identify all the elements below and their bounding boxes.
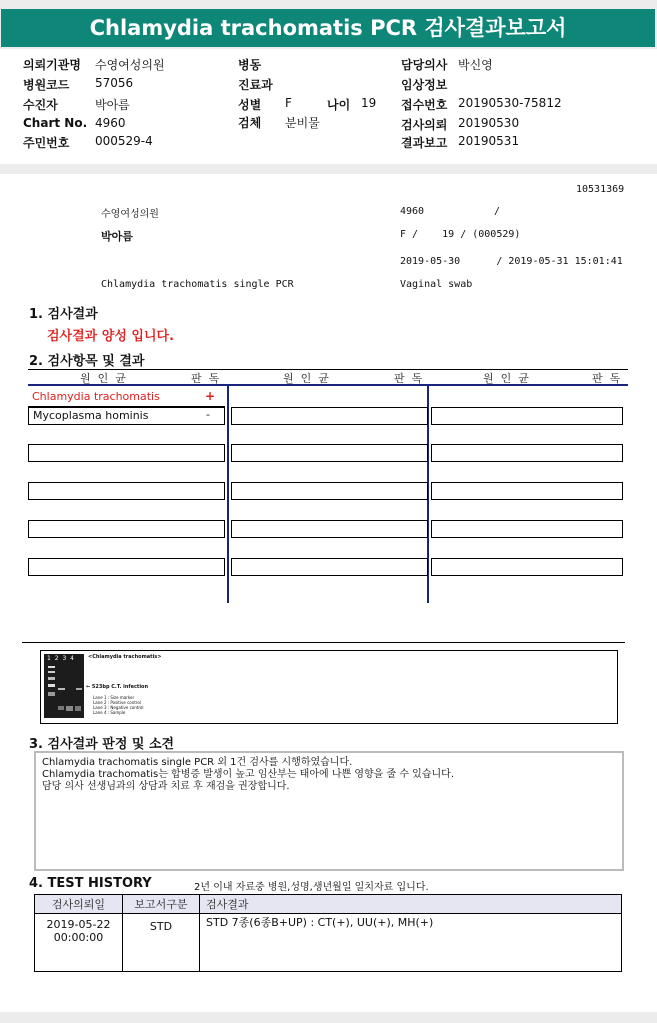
gel-lane-legend (93, 695, 143, 715)
table-row (35, 914, 622, 972)
history-col-result: 검사결과 (200, 895, 622, 914)
history-header-row (35, 895, 622, 914)
col-judge-1: 판 독 (191, 372, 220, 385)
gel-lane-3: Lane 3 : Negative control (93, 705, 144, 710)
label-receipt-no: 접수번호 (401, 98, 448, 112)
history-col-date: 검사의뢰일 (35, 895, 123, 914)
form-chart: 4960 (400, 206, 425, 217)
history-date: 2019-05-22 (46, 918, 111, 931)
label-hospital-code: 병원코드 (23, 78, 70, 92)
history-date-cell (35, 914, 123, 972)
label-clinical-info: 임상정보 (401, 78, 448, 92)
opinion-box (34, 751, 624, 871)
value-hospital-code: 57056 (95, 76, 134, 90)
label-doctor: 담당의사 (401, 58, 448, 72)
item-result-2: - (206, 408, 210, 421)
section-history-title: 4. TEST HISTORY (29, 876, 152, 891)
item-name-1: Chlamydia trachomatis (32, 390, 160, 403)
form-hospital: 수영여성의원 (101, 209, 159, 220)
column-divider-1 (227, 385, 229, 603)
empty-cell (231, 444, 428, 462)
label-patient: 수진자 (23, 98, 58, 112)
opinion-line-1: Chlamydia trachomatis single PCR 외 1건 검사를 시행하였습니다. (42, 757, 353, 768)
form-test-name: Chlamydia trachomatis single PCR (101, 279, 294, 290)
form-specimen: Vaginal swab (400, 279, 473, 290)
value-request-date: 20190530 (458, 116, 520, 130)
value-chart-no: 4960 (95, 116, 126, 130)
col-judge-2: 판 독 (394, 372, 423, 385)
value-resident-no: 000529-4 (95, 134, 153, 148)
col-pathogen-1: 원 인 균 (80, 372, 126, 385)
gel-lane-numbers: 1 2 3 4 (47, 655, 75, 662)
value-specimen: 분비물 (285, 116, 320, 130)
empty-cell (431, 558, 623, 576)
gel-picture (44, 654, 84, 718)
gel-band-label: ← 523bp C.T. infection (86, 684, 149, 690)
items-table-header (28, 369, 628, 386)
label-report-date: 결과보고 (401, 136, 448, 150)
label-requester: 의뢰기관명 (23, 58, 81, 72)
empty-cell (28, 558, 225, 576)
gel-lane-2: Lane 2 : Positive control (93, 700, 141, 705)
label-sex: 성별 (238, 98, 262, 112)
form-patient: 박아름 (101, 230, 133, 243)
opinion-line-3: 담당 의사 선생님과의 상담과 치료 후 재검을 권장합니다. (42, 781, 290, 792)
history-type: STD (123, 914, 200, 972)
value-receipt-no: 20190530-75812 (458, 96, 562, 110)
col-pathogen-2: 원 인 균 (283, 372, 329, 385)
history-note: 2년 이내 자료중 병원,성명,생년월일 일치자료 입니다. (194, 882, 429, 893)
col-pathogen-3: 원 인 균 (483, 372, 529, 385)
label-request-date: 검사의뢰 (401, 118, 448, 132)
history-time: 00:00:00 (53, 931, 104, 944)
item-result-1: + (205, 389, 216, 403)
empty-cell (431, 482, 623, 500)
section-result-title: 1. 검사결과 (29, 307, 98, 322)
label-resident-no: 주민번호 (23, 136, 70, 150)
empty-cell (28, 520, 225, 538)
label-department: 진료과 (238, 78, 273, 92)
gel-lane-4: Lane 4 : Sample (93, 710, 126, 715)
item-name-2: Mycoplasma hominis (33, 409, 149, 422)
value-requester: 수영여성의원 (95, 58, 165, 72)
empty-cell (431, 520, 623, 538)
empty-cell (231, 520, 428, 538)
label-age: 나이 (327, 98, 351, 112)
empty-cell (431, 407, 623, 425)
empty-cell (28, 444, 225, 462)
empty-cell (28, 482, 225, 500)
gel-caption: <Chlamydia trachomatis> (88, 654, 162, 660)
label-specimen: 검체 (238, 116, 262, 130)
empty-cell (231, 558, 428, 576)
value-sex: F (285, 96, 292, 110)
report-header (0, 49, 657, 164)
item-row-2 (28, 407, 225, 425)
form-chart-slash: / (494, 206, 501, 217)
empty-cell (231, 407, 428, 425)
value-patient: 박아름 (95, 98, 130, 112)
opinion-line-2: Chlamydia trachomatis는 합병증 발생이 높고 임산부는 태아에 나쁜 영향을 줄 수 있습니다. (42, 769, 454, 780)
value-report-date: 20190531 (458, 134, 520, 148)
section-opinion-title: 3. 검사결과 판정 및 소견 (29, 737, 175, 752)
report-title: Chlamydia trachomatis PCR 검사결과보고서 (1, 9, 655, 47)
form-dates: 2019-05-30 / 2019-05-31 15:01:41 (400, 256, 623, 267)
result-positive-text: 검사결과 양성 입니다. (47, 329, 175, 344)
form-code: 10531369 (576, 184, 625, 195)
value-doctor: 박신영 (458, 58, 493, 72)
section-items-title: 2. 검사항목 및 결과 (29, 354, 145, 369)
empty-cell (431, 444, 623, 462)
gel-electrophoresis-image (40, 650, 618, 724)
history-table (34, 894, 622, 972)
form-sex-age: F / 19 / (000529) (400, 229, 521, 240)
label-chart-no: Chart No. (23, 116, 88, 130)
history-result: STD 7종(6종B+UP) : CT(+), UU(+), MH(+) (200, 914, 622, 972)
separator-line (22, 642, 625, 643)
col-judge-3: 판 독 (592, 372, 621, 385)
gel-lane-1: Lane 1 : Size marker (93, 695, 135, 700)
value-age: 19 (361, 96, 377, 110)
label-ward: 병동 (238, 58, 262, 72)
history-col-type: 보고서구분 (123, 895, 200, 914)
empty-cell (231, 482, 428, 500)
